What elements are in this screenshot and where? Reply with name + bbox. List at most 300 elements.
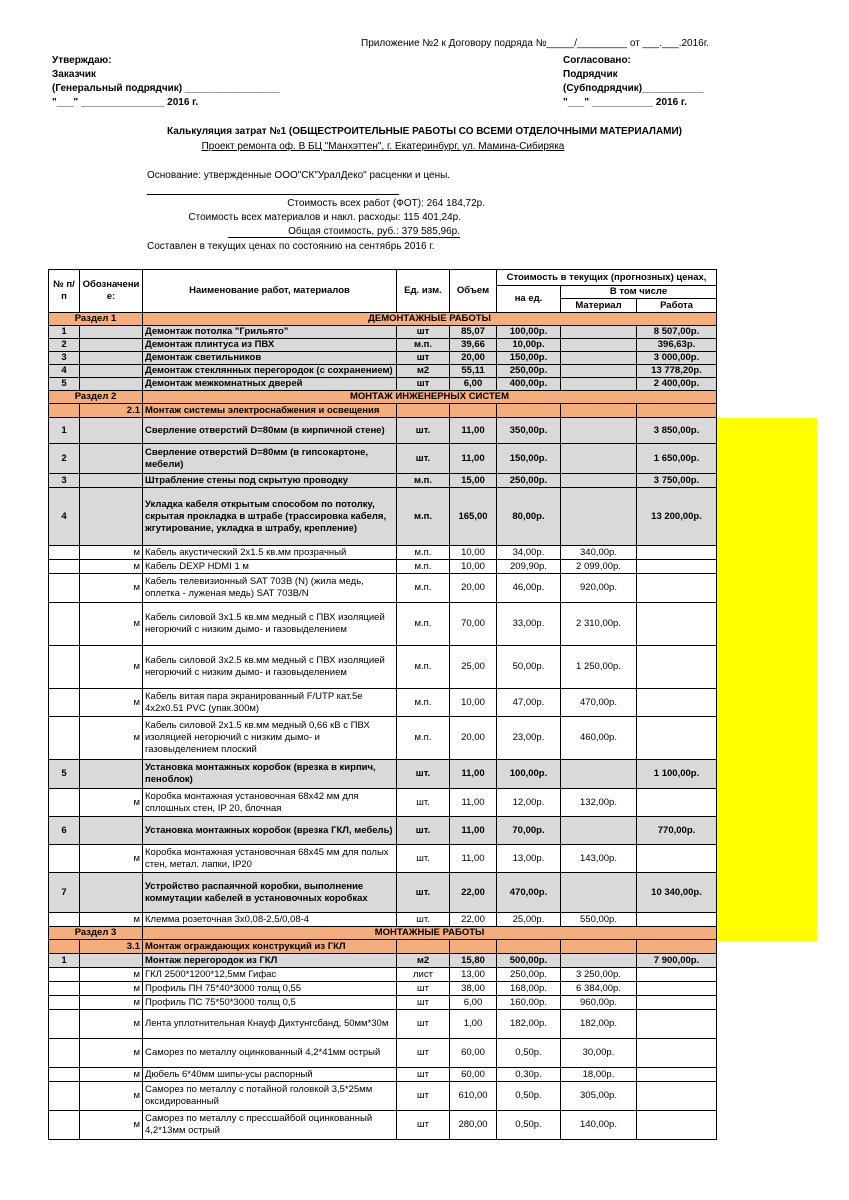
row-volume: 60,00 bbox=[450, 1068, 497, 1082]
subsection-row bbox=[49, 404, 717, 418]
row-code: м bbox=[80, 646, 143, 689]
row-number bbox=[49, 546, 80, 560]
row-code bbox=[80, 418, 143, 444]
empty-cell bbox=[450, 404, 497, 418]
row-material bbox=[561, 365, 637, 378]
row-price: 250,00р. bbox=[497, 474, 561, 488]
row-name: Кабель акустический 2х1.5 кв.мм прозрачный bbox=[143, 546, 397, 560]
row-code bbox=[80, 488, 143, 546]
agreed-label: Согласовано: bbox=[563, 55, 631, 66]
row-material bbox=[561, 873, 637, 913]
row-unit: шт bbox=[397, 996, 450, 1010]
row-work: 2 400,00р. bbox=[637, 378, 717, 391]
row-volume: 15,80 bbox=[450, 954, 497, 968]
row-price: 150,00р. bbox=[497, 352, 561, 365]
row-name: Кабель силовой 3х2.5 кв.мм медный с ПВХ изоляцией негорючий с низким дымо- и газовыделением bbox=[143, 646, 397, 689]
row-volume: 10,00 bbox=[450, 560, 497, 574]
material-row bbox=[49, 845, 717, 873]
empty-cell bbox=[497, 404, 561, 418]
row-unit: м.п. bbox=[397, 339, 450, 352]
material-row bbox=[49, 789, 717, 817]
row-code: м bbox=[80, 1039, 143, 1068]
row-material: 1 250,00р. bbox=[561, 646, 637, 689]
row-material: 143,00р. bbox=[561, 845, 637, 873]
row-unit: шт. bbox=[397, 444, 450, 474]
row-number: 1 bbox=[49, 418, 80, 444]
row-name: Коробка монтажная установочная 68х42 мм для сплошных стен, IP 20, блочная bbox=[143, 789, 397, 817]
row-material: 920,00р. bbox=[561, 574, 637, 603]
row-volume: 38,00 bbox=[450, 982, 497, 996]
row-price: 100,00р. bbox=[497, 326, 561, 339]
row-price: 182,00р. bbox=[497, 1010, 561, 1039]
col-cost-group: Стоимость в текущих (прогнозных) ценах, bbox=[497, 270, 717, 286]
material-row bbox=[49, 546, 717, 560]
row-material bbox=[561, 488, 637, 546]
row-price: 50,00р. bbox=[497, 646, 561, 689]
subsection-code: 3.1 bbox=[80, 940, 143, 954]
row-number: 7 bbox=[49, 873, 80, 913]
row-unit: м.п. bbox=[397, 546, 450, 560]
row-work bbox=[637, 646, 717, 689]
material-row bbox=[49, 982, 717, 996]
row-volume: 85,07 bbox=[450, 326, 497, 339]
row-number bbox=[49, 913, 80, 927]
row-material: 132,00р. bbox=[561, 789, 637, 817]
row-volume: 20,00 bbox=[450, 717, 497, 760]
row-name: Штрабление стены под скрытую проводку bbox=[143, 474, 397, 488]
row-volume: 11,00 bbox=[450, 760, 497, 789]
row-work: 13 778,20р. bbox=[637, 365, 717, 378]
section-label: Раздел 3 bbox=[49, 927, 143, 940]
material-row bbox=[49, 1082, 717, 1111]
row-number bbox=[49, 689, 80, 717]
row-number: 2 bbox=[49, 339, 80, 352]
row-number bbox=[49, 968, 80, 982]
row-number bbox=[49, 1082, 80, 1111]
row-price: 70,00р. bbox=[497, 817, 561, 845]
row-unit: м.п. bbox=[397, 560, 450, 574]
estimate-table bbox=[48, 269, 717, 1140]
material-row bbox=[49, 574, 717, 603]
empty-cell bbox=[637, 404, 717, 418]
row-name: Установка монтажных коробок (врезка в кирпич, пеноблок) bbox=[143, 760, 397, 789]
material-row bbox=[49, 646, 717, 689]
row-name: Саморез по металлу оцинкованный 4,2*41мм острый bbox=[143, 1039, 397, 1068]
row-number bbox=[49, 982, 80, 996]
row-unit: шт. bbox=[397, 817, 450, 845]
row-unit: шт. bbox=[397, 913, 450, 927]
row-work: 10 340,00р. bbox=[637, 873, 717, 913]
row-number bbox=[49, 560, 80, 574]
row-name: Саморез по металлу с прессшайбой оцинкованный 4,2*13мм острый bbox=[143, 1111, 397, 1140]
row-unit: шт bbox=[397, 1068, 450, 1082]
row-work bbox=[637, 913, 717, 927]
section-title: МОНТАЖНЫЕ РАБОТЫ bbox=[143, 927, 717, 940]
row-volume: 280,00 bbox=[450, 1111, 497, 1140]
customer-label: Заказчик bbox=[52, 69, 97, 80]
empty-cell bbox=[561, 404, 637, 418]
row-work bbox=[637, 1111, 717, 1140]
row-work bbox=[637, 996, 717, 1010]
empty-cell bbox=[497, 940, 561, 954]
row-volume: 20,00 bbox=[450, 352, 497, 365]
row-volume: 20,00 bbox=[450, 574, 497, 603]
row-code: м bbox=[80, 603, 143, 646]
row-name: Демонтаж потолка "Грильято" bbox=[143, 326, 397, 339]
row-work bbox=[637, 1039, 717, 1068]
row-number: 4 bbox=[49, 488, 80, 546]
appendix-note: Приложение №2 к Договору подряда №_____/_________ от ___.___.2016г. bbox=[361, 38, 709, 49]
col-work: Работа bbox=[637, 299, 717, 313]
row-code bbox=[80, 954, 143, 968]
row-name: Устройство распаячной коробки, выполнение коммутации кабелей в установочных коробках bbox=[143, 873, 397, 913]
row-price: 10,00р. bbox=[497, 339, 561, 352]
row-unit: шт. bbox=[397, 789, 450, 817]
work-row bbox=[49, 444, 717, 474]
row-material: 340,00р. bbox=[561, 546, 637, 560]
row-code: м bbox=[80, 1010, 143, 1039]
row-unit: шт bbox=[397, 982, 450, 996]
work-row bbox=[49, 488, 717, 546]
row-code bbox=[80, 352, 143, 365]
row-material: 6 384,00р. bbox=[561, 982, 637, 996]
row-unit: шт. bbox=[397, 873, 450, 913]
row-work bbox=[637, 689, 717, 717]
row-work bbox=[637, 1010, 717, 1039]
material-row bbox=[49, 717, 717, 760]
row-material: 3 250,00р. bbox=[561, 968, 637, 982]
row-name: Клемма розеточная 3х0,08-2,5/0,08-4 bbox=[143, 913, 397, 927]
row-number bbox=[49, 845, 80, 873]
row-material bbox=[561, 326, 637, 339]
row-name: Демонтаж межкомнатных дверей bbox=[143, 378, 397, 391]
row-volume: 165,00 bbox=[450, 488, 497, 546]
row-price: 250,00р. bbox=[497, 968, 561, 982]
work-row bbox=[49, 365, 717, 378]
row-volume: 39,66 bbox=[450, 339, 497, 352]
row-work bbox=[637, 845, 717, 873]
work-row bbox=[49, 378, 717, 391]
empty-cell bbox=[637, 940, 717, 954]
row-unit: шт. bbox=[397, 418, 450, 444]
row-number: 6 bbox=[49, 817, 80, 845]
row-number: 1 bbox=[49, 954, 80, 968]
empty-cell bbox=[49, 940, 80, 954]
row-volume: 11,00 bbox=[450, 845, 497, 873]
row-work: 3 750,00р. bbox=[637, 474, 717, 488]
subsection-row bbox=[49, 940, 717, 954]
row-number bbox=[49, 1039, 80, 1068]
row-material: 460,00р. bbox=[561, 717, 637, 760]
row-code: м bbox=[80, 982, 143, 996]
row-volume: 11,00 bbox=[450, 418, 497, 444]
col-code: Обозначени е: bbox=[80, 270, 143, 313]
row-price: 46,00р. bbox=[497, 574, 561, 603]
row-price: 80,00р. bbox=[497, 488, 561, 546]
general-contractor-line: (Генеральный подрядчик) _________________ bbox=[52, 83, 280, 94]
row-material: 140,00р. bbox=[561, 1111, 637, 1140]
empty-cell bbox=[49, 404, 80, 418]
row-name: Демонтаж стеклянных перегородок (с сохранением) bbox=[143, 365, 397, 378]
row-volume: 1,00 bbox=[450, 1010, 497, 1039]
work-row bbox=[49, 339, 717, 352]
row-material: 960,00р. bbox=[561, 996, 637, 1010]
row-volume: 11,00 bbox=[450, 817, 497, 845]
empty-cell bbox=[397, 940, 450, 954]
material-row bbox=[49, 1010, 717, 1039]
work-row bbox=[49, 474, 717, 488]
row-material: 305,00р. bbox=[561, 1082, 637, 1111]
row-name: Профиль ПН 75*40*3000 толщ 0,55 bbox=[143, 982, 397, 996]
work-row bbox=[49, 326, 717, 339]
row-price: 0,50р. bbox=[497, 1111, 561, 1140]
row-volume: 10,00 bbox=[450, 546, 497, 560]
row-work: 13 200,00р. bbox=[637, 488, 717, 546]
col-volume: Объем bbox=[450, 270, 497, 313]
row-work: 3 850,00р. bbox=[637, 418, 717, 444]
yellow-highlight bbox=[716, 418, 817, 941]
col-per-unit: на ед. bbox=[497, 286, 561, 313]
row-code bbox=[80, 378, 143, 391]
agreed-date-line: "___" ___________ 2016 г. bbox=[563, 97, 687, 108]
row-name: Профиль ПС 75*50*3000 толщ 0,5 bbox=[143, 996, 397, 1010]
row-code bbox=[80, 326, 143, 339]
page-title: Калькуляция затрат №1 (ОБЩЕСТРОИТЕЛЬНЫЕ РАБОТЫ СО ВСЕМИ ОТДЕЛОЧНЫМИ МАТЕРИАЛАМИ) bbox=[166, 126, 683, 137]
row-work bbox=[637, 1068, 717, 1082]
row-work: 7 900,00р. bbox=[637, 954, 717, 968]
work-row bbox=[49, 817, 717, 845]
row-name: Кабель силовой 3х1.5 кв.мм медный с ПВХ изоляцией негорючий с низким дымо- и газовыделением bbox=[143, 603, 397, 646]
row-material: 2 310,00р. bbox=[561, 603, 637, 646]
row-price: 470,00р. bbox=[497, 873, 561, 913]
row-material: 2 099,00р. bbox=[561, 560, 637, 574]
row-price: 33,00р. bbox=[497, 603, 561, 646]
section-label: Раздел 1 bbox=[49, 313, 143, 326]
basis-text: Основание: утвержденные ООО"СК"УралДеко" расценки и цены. bbox=[147, 170, 451, 181]
row-work: 3 000,00р. bbox=[637, 352, 717, 365]
row-number bbox=[49, 603, 80, 646]
row-code: м bbox=[80, 845, 143, 873]
row-material: 470,00р. bbox=[561, 689, 637, 717]
col-incl: В том числе bbox=[561, 286, 717, 299]
row-name: Кабель силовой 2х1.5 кв.мм медный 0,66 кВ с ПВХ изоляцией негорючий с низким дымо- и газовыделением плоский bbox=[143, 717, 397, 760]
row-number bbox=[49, 646, 80, 689]
prices-note: Составлен в текущих ценах по состоянию на сентябрь 2016 г. bbox=[147, 241, 435, 252]
row-work: 1 650,00р. bbox=[637, 444, 717, 474]
row-code bbox=[80, 817, 143, 845]
row-code: м bbox=[80, 913, 143, 927]
row-unit: м.п. bbox=[397, 574, 450, 603]
row-name: Монтаж перегородок из ГКЛ bbox=[143, 954, 397, 968]
row-material bbox=[561, 444, 637, 474]
row-work bbox=[637, 717, 717, 760]
col-num: № п/п bbox=[49, 270, 80, 313]
row-volume: 13,00 bbox=[450, 968, 497, 982]
project-subtitle: Проект ремонта оф. В БЦ "Манхэттен", г. Екатеринбург, ул. Мамина-Сибиряка bbox=[201, 141, 565, 152]
materials-cost: Стоимость всех материалов и накл. расходы: 115 401,24р. bbox=[188, 212, 461, 223]
row-name: Дюбель 6*40мм шипы-усы распорный bbox=[143, 1068, 397, 1082]
material-row bbox=[49, 913, 717, 927]
row-volume: 55,11 bbox=[450, 365, 497, 378]
row-material bbox=[561, 378, 637, 391]
row-price: 25,00р. bbox=[497, 913, 561, 927]
row-unit: шт bbox=[397, 1111, 450, 1140]
material-row bbox=[49, 1039, 717, 1068]
row-unit: шт. bbox=[397, 845, 450, 873]
row-unit: шт bbox=[397, 1010, 450, 1039]
row-code: м bbox=[80, 689, 143, 717]
row-code bbox=[80, 339, 143, 352]
row-work bbox=[637, 982, 717, 996]
material-row bbox=[49, 1068, 717, 1082]
row-name: Демонтаж светильников bbox=[143, 352, 397, 365]
row-volume: 6,00 bbox=[450, 378, 497, 391]
row-work bbox=[637, 546, 717, 560]
row-name: Кабель DEXP HDMI 1 м bbox=[143, 560, 397, 574]
approve-label: Утверждаю: bbox=[52, 55, 112, 66]
row-name: Сверление отверстий D=80мм (в кирпичной стене) bbox=[143, 418, 397, 444]
row-unit: м.п. bbox=[397, 717, 450, 760]
row-code bbox=[80, 444, 143, 474]
subsection-title: Монтаж системы электроснабжения и освещения bbox=[143, 404, 397, 418]
approve-date-line: "___" _______________ 2016 г. bbox=[52, 97, 199, 108]
row-unit: м.п. bbox=[397, 603, 450, 646]
divider bbox=[147, 194, 399, 195]
row-price: 100,00р. bbox=[497, 760, 561, 789]
row-number: 1 bbox=[49, 326, 80, 339]
material-row bbox=[49, 560, 717, 574]
row-material: 550,00р. bbox=[561, 913, 637, 927]
section-title: МОНТАЖ ИНЖЕНЕРНЫХ СИСТЕМ bbox=[143, 391, 717, 404]
row-price: 400,00р. bbox=[497, 378, 561, 391]
section-row bbox=[49, 927, 717, 940]
row-material bbox=[561, 339, 637, 352]
row-material bbox=[561, 474, 637, 488]
row-material bbox=[561, 418, 637, 444]
row-unit: шт bbox=[397, 378, 450, 391]
row-price: 0,50р. bbox=[497, 1082, 561, 1111]
row-material bbox=[561, 954, 637, 968]
row-volume: 70,00 bbox=[450, 603, 497, 646]
row-unit: лист bbox=[397, 968, 450, 982]
subsection-title: Монтаж ограждающих конструкций из ГКЛ bbox=[143, 940, 397, 954]
row-name: Укладка кабеля открытым способом по потолку, скрытая прокладка в штрабе (трассировка кабеля, жгутирование, укладка в штрабу, крепление) bbox=[143, 488, 397, 546]
row-volume: 10,00 bbox=[450, 689, 497, 717]
row-name: Установка монтажных коробок (врезка ГКЛ, мебель) bbox=[143, 817, 397, 845]
empty-cell bbox=[397, 404, 450, 418]
col-material: Материал bbox=[561, 299, 637, 313]
row-name: ГКЛ 2500*1200*12,5мм Гифас bbox=[143, 968, 397, 982]
section-label: Раздел 2 bbox=[49, 391, 143, 404]
row-volume: 6,00 bbox=[450, 996, 497, 1010]
row-work bbox=[637, 968, 717, 982]
row-volume: 11,00 bbox=[450, 444, 497, 474]
row-number bbox=[49, 1068, 80, 1082]
row-code bbox=[80, 873, 143, 913]
row-work bbox=[637, 560, 717, 574]
row-work: 396,63р. bbox=[637, 339, 717, 352]
row-unit: м.п. bbox=[397, 488, 450, 546]
row-name: Лента уплотнительная Кнауф Дихтунгсбанд, 50мм*30м bbox=[143, 1010, 397, 1039]
row-material: 182,00р. bbox=[561, 1010, 637, 1039]
row-code: м bbox=[80, 789, 143, 817]
row-volume: 25,00 bbox=[450, 646, 497, 689]
section-row bbox=[49, 313, 717, 326]
row-name: Кабель телевизионный SAT 703B (N) (жила медь, оплетка - луженая медь) SAT 703B/N bbox=[143, 574, 397, 603]
row-unit: м.п. bbox=[397, 474, 450, 488]
row-number: 2 bbox=[49, 444, 80, 474]
row-price: 500,00р. bbox=[497, 954, 561, 968]
row-work: 8 507,00р. bbox=[637, 326, 717, 339]
works-cost: Стоимость всех работ (ФОТ): 264 184,72р. bbox=[287, 198, 485, 209]
row-code: м bbox=[80, 1111, 143, 1140]
row-code: м bbox=[80, 574, 143, 603]
work-row bbox=[49, 760, 717, 789]
row-number bbox=[49, 1010, 80, 1039]
row-volume: 22,00 bbox=[450, 913, 497, 927]
row-code bbox=[80, 365, 143, 378]
row-work bbox=[637, 1082, 717, 1111]
work-row bbox=[49, 352, 717, 365]
row-unit: м2 bbox=[397, 954, 450, 968]
row-number bbox=[49, 717, 80, 760]
row-code: м bbox=[80, 546, 143, 560]
row-volume: 60,00 bbox=[450, 1039, 497, 1068]
row-number bbox=[49, 789, 80, 817]
material-row bbox=[49, 968, 717, 982]
subcontractor-line: (Субподрядчик)___________ bbox=[563, 83, 704, 94]
work-row bbox=[49, 873, 717, 913]
row-price: 150,00р. bbox=[497, 444, 561, 474]
empty-cell bbox=[450, 940, 497, 954]
row-material: 30,00р. bbox=[561, 1039, 637, 1068]
material-row bbox=[49, 1111, 717, 1140]
row-price: 13,00р. bbox=[497, 845, 561, 873]
row-code: м bbox=[80, 996, 143, 1010]
row-price: 12,00р. bbox=[497, 789, 561, 817]
row-number: 3 bbox=[49, 352, 80, 365]
row-name: Саморез по металлу с потайной головкой 3,5*25мм оксидированный bbox=[143, 1082, 397, 1111]
row-name: Сверление отверстий D=80мм (в гипсокартоне, мебели) bbox=[143, 444, 397, 474]
work-row bbox=[49, 954, 717, 968]
row-number bbox=[49, 574, 80, 603]
row-code: м bbox=[80, 560, 143, 574]
row-code: м bbox=[80, 717, 143, 760]
section-row bbox=[49, 391, 717, 404]
row-code bbox=[80, 760, 143, 789]
row-code bbox=[80, 474, 143, 488]
row-price: 34,00р. bbox=[497, 546, 561, 560]
row-price: 350,00р. bbox=[497, 418, 561, 444]
row-code: м bbox=[80, 1068, 143, 1082]
row-number bbox=[49, 1111, 80, 1140]
row-material bbox=[561, 352, 637, 365]
row-work bbox=[637, 574, 717, 603]
material-row bbox=[49, 996, 717, 1010]
material-row bbox=[49, 689, 717, 717]
row-unit: м2 bbox=[397, 365, 450, 378]
row-name: Коробка монтажная установочная 68х45 мм для полых стен, метал. лапки, IP20 bbox=[143, 845, 397, 873]
row-price: 0,50р. bbox=[497, 1039, 561, 1068]
row-work bbox=[637, 789, 717, 817]
row-unit: шт bbox=[397, 326, 450, 339]
empty-cell bbox=[561, 940, 637, 954]
row-unit: м.п. bbox=[397, 646, 450, 689]
row-number: 4 bbox=[49, 365, 80, 378]
row-number: 3 bbox=[49, 474, 80, 488]
row-unit: м.п. bbox=[397, 689, 450, 717]
col-unit: Ед. изм. bbox=[397, 270, 450, 313]
